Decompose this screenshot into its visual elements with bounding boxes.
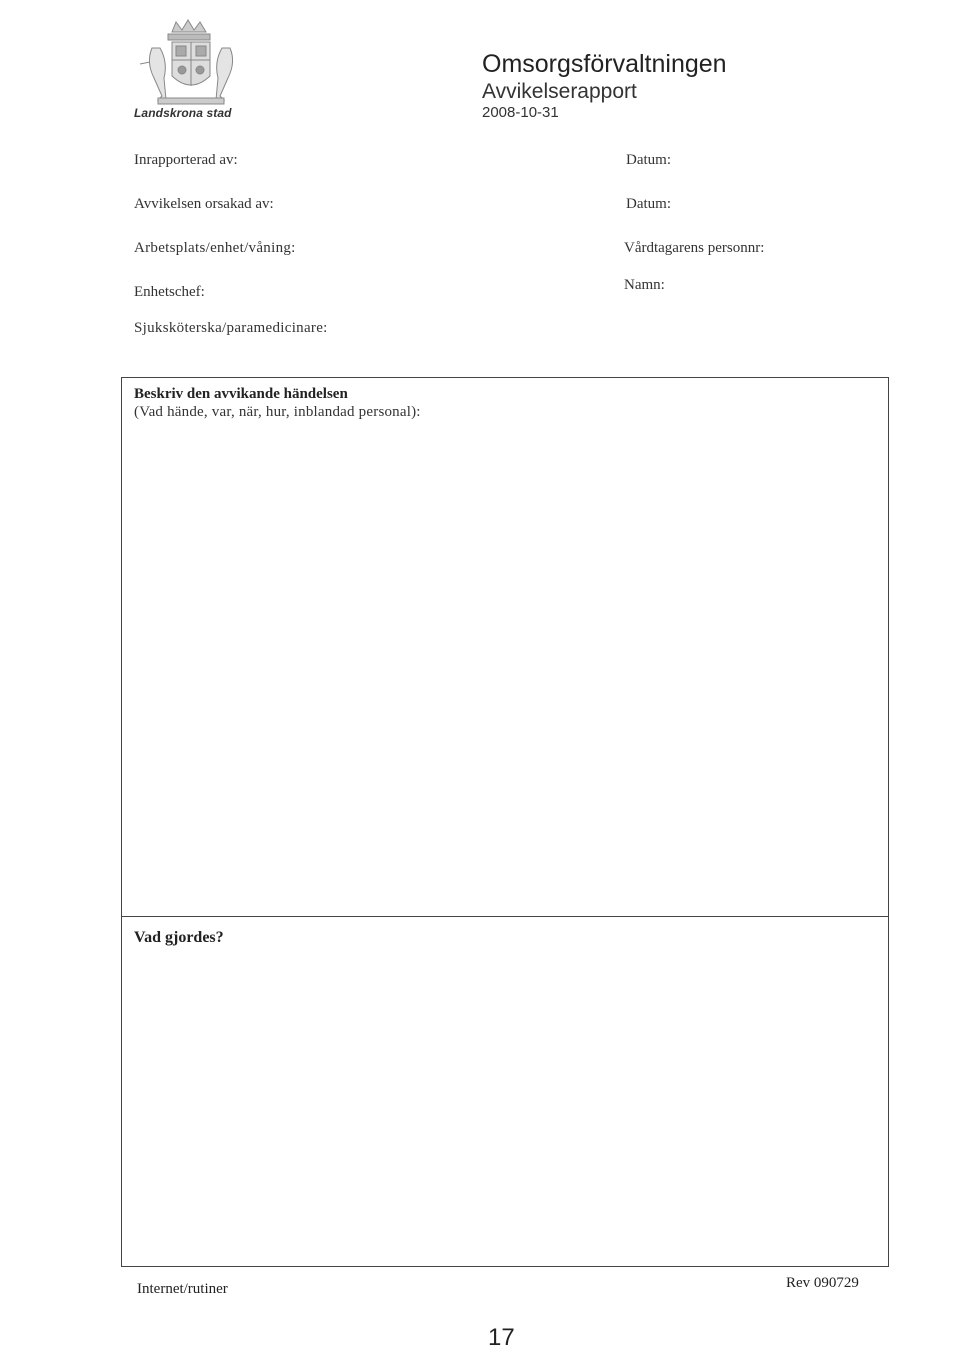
field-reported-by: Inrapporterad av: — [134, 152, 238, 168]
action-heading: Vad gjordes? — [134, 929, 224, 946]
footer-revision: Rev 090729 — [786, 1275, 859, 1291]
field-unit-manager: Enhetschef: — [134, 284, 205, 300]
report-date: 2008-10-31 — [482, 104, 559, 121]
description-box — [121, 377, 889, 1267]
logo-text: Landskrona stad — [134, 106, 232, 120]
coat-of-arms-icon — [132, 18, 250, 108]
logo-emblem — [132, 18, 250, 108]
organization-name: Omsorgsförvaltningen — [482, 50, 727, 78]
field-workplace: Arbetsplats/enhet/våning: — [134, 240, 296, 256]
field-date-2: Datum: — [626, 196, 671, 212]
description-heading: Beskriv den avvikande händelsen — [134, 386, 348, 402]
field-caused-by: Avvikelsen orsakad av: — [134, 196, 274, 212]
report-title: Avvikelserapport — [482, 80, 637, 103]
box-divider — [121, 916, 889, 917]
field-date-1: Datum: — [626, 152, 671, 168]
field-patient-id: Vårdtagarens personnr: — [624, 240, 765, 256]
page-number: 17 — [488, 1324, 515, 1351]
field-name: Namn: — [624, 277, 665, 293]
description-subheading: (Vad hände, var, när, hur, inblandad personal): — [134, 404, 421, 420]
footer-left: Internet/rutiner — [137, 1281, 228, 1297]
field-nurse: Sjuksköterska/paramedicinare: — [134, 320, 328, 336]
